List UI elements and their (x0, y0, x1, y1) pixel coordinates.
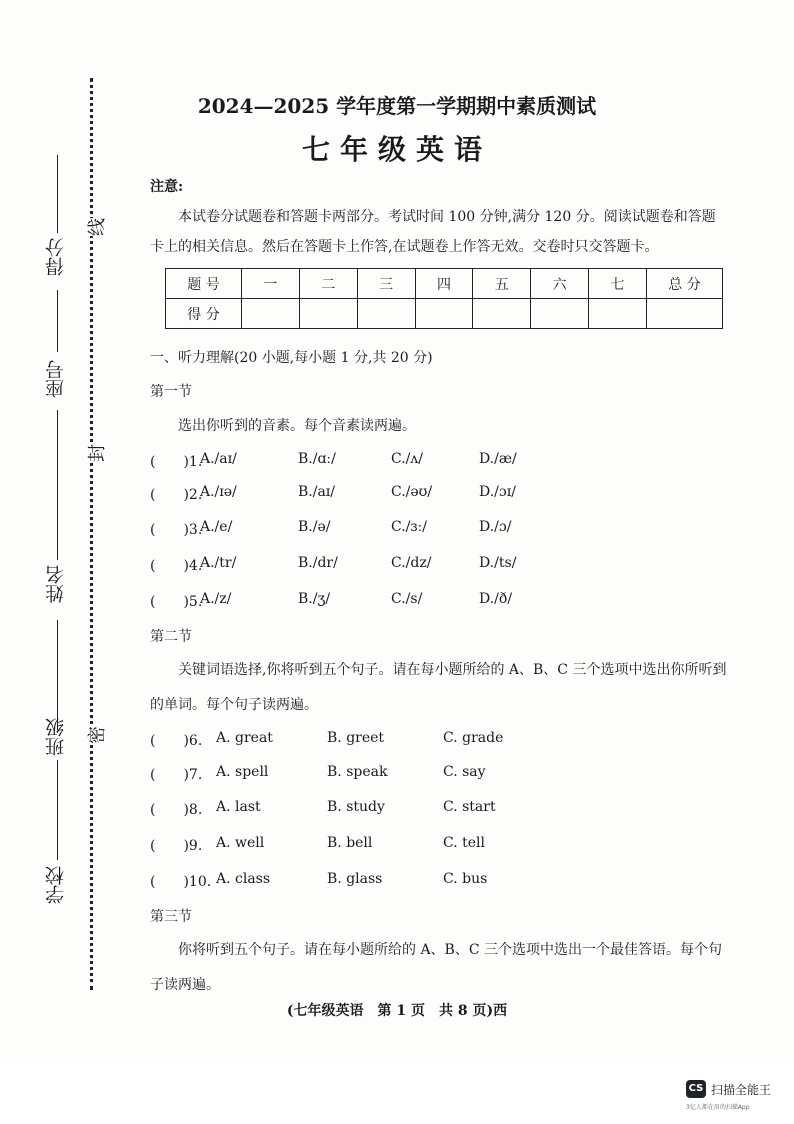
score-table-cell: 五 (473, 269, 531, 299)
option-c: C./s/ (391, 591, 423, 607)
score-entry-cell (299, 299, 357, 329)
option-a: A./aɪ/ (200, 451, 237, 467)
class-field-label: 班级 (45, 718, 67, 756)
score-entry-cell (647, 299, 723, 329)
page-footer: (七年级英语 第 1 页 共 8 页)西 (286, 1003, 508, 1019)
option-c: C./dz/ (391, 555, 432, 571)
question-number: ( )4. (150, 558, 203, 574)
exam-subject: 七年级英语 (301, 133, 492, 166)
part1-heading: 一、听力理解(20 小题,每小题 1 分,共 20 分) (150, 350, 433, 366)
question-number: ( )2. (150, 487, 203, 503)
option-b: B./ɑː/ (298, 451, 336, 467)
question-number: ( )3. (150, 522, 203, 538)
option-a: A./ɪə/ (200, 484, 237, 500)
score-entry-cell (473, 299, 531, 329)
section1-title: 第一节 (150, 384, 192, 400)
question-number: ( )10. (150, 874, 212, 890)
option-c: C./ʌ/ (391, 451, 424, 467)
option-a: A./z/ (200, 591, 232, 607)
binding-dotted-line (90, 78, 93, 990)
option-b: B./dr/ (298, 555, 338, 571)
option-b: B. glass (327, 871, 383, 887)
score-table-cell: 二 (299, 269, 357, 299)
school-field-line (57, 760, 58, 860)
seat-field-line (57, 290, 58, 352)
score-entry-cell (357, 299, 415, 329)
option-c: C./əʊ/ (391, 484, 433, 500)
score-table (165, 268, 723, 329)
score-entry-cell (415, 299, 473, 329)
option-b: B./ʒ/ (298, 591, 331, 607)
score-table-score-row (166, 299, 723, 329)
option-c: C. grade (443, 730, 504, 746)
score-field-label: 得分 (45, 238, 67, 276)
option-a: A. well (216, 835, 265, 851)
option-b: B./aɪ/ (298, 484, 335, 500)
school-field-label: 学校 (45, 866, 67, 904)
question-number: ( )8. (150, 802, 203, 818)
score-entry-cell (589, 299, 647, 329)
question-number: ( )9. (150, 838, 203, 854)
option-a: A./e/ (200, 519, 233, 535)
exam-title: 2024—2025 学年度第一学期期中素质测试 (197, 94, 597, 118)
score-table-cell: 六 (531, 269, 589, 299)
question-number: ( )5. (150, 594, 203, 610)
option-b: B. study (327, 799, 385, 815)
score-table-cell: 总 分 (647, 269, 723, 299)
option-a: A. class (216, 871, 271, 887)
seal-char-xian: 线 (83, 218, 109, 236)
section3-instruction-2: 子读两遍。 (150, 977, 220, 993)
score-table-cell: 四 (415, 269, 473, 299)
seal-char-feng: 封 (83, 444, 109, 462)
option-a: A./tr/ (200, 555, 237, 571)
section2-instruction-1: 关键词语选择,你将听到五个句子。请在每小题所给的 A、B、C 三个选项中选出你所听到 (178, 662, 727, 678)
option-d: D./ð/ (479, 591, 513, 607)
name-field-label: 姓名 (45, 565, 67, 603)
option-d: D./ɔɪ/ (479, 484, 516, 500)
section3-title: 第三节 (150, 909, 192, 925)
score-table-cell: 七 (589, 269, 647, 299)
option-c: C. tell (443, 835, 485, 851)
score-table-cell: 一 (242, 269, 300, 299)
seal-char-mi: 密 (83, 726, 109, 744)
question-number: ( )7. (150, 767, 203, 783)
section3-instruction-1: 你将听到五个句子。请在每小题所给的 A、B、C 三个选项中选出一个最佳答语。每个句 (178, 942, 723, 958)
option-d: D./ts/ (479, 555, 517, 571)
option-c: C. bus (443, 871, 488, 887)
question-number: ( )1. (150, 454, 203, 470)
option-d: D./æ/ (479, 451, 517, 467)
option-c: C./ɜː/ (391, 519, 427, 535)
name-field-line (57, 410, 58, 560)
notice-label: 注意: (150, 179, 184, 195)
section2-instruction-2: 的单词。每个句子读两遍。 (150, 697, 318, 713)
seat-field-label: 座号 (45, 360, 67, 398)
option-c: C. say (443, 764, 486, 780)
option-c: C. start (443, 799, 496, 815)
camscanner-logo-icon: CS (686, 1080, 706, 1098)
option-a: A. spell (216, 764, 269, 780)
notice-line-1: 本试卷分试题卷和答题卡两部分。考试时间 100 分钟,满分 120 分。阅读试题卷和答题 (178, 209, 716, 225)
score-table-header-row (166, 269, 723, 299)
score-table-cell: 题 号 (166, 269, 242, 299)
notice-line-2: 卡上的相关信息。然后在答题卡上作答,在试题卷上作答无效。交卷时只交答题卡。 (150, 239, 659, 255)
option-b: B. greet (327, 730, 385, 746)
option-a: A. great (216, 730, 273, 746)
option-b: B./ə/ (298, 519, 331, 535)
option-b: B. bell (327, 835, 373, 851)
option-b: B. speak (327, 764, 388, 780)
option-a: A. last (216, 799, 261, 815)
score-table-cell: 三 (357, 269, 415, 299)
score-table-cell: 得 分 (166, 299, 242, 329)
question-number: ( )6. (150, 733, 203, 749)
watermark-name: 扫描全能王 (711, 1083, 772, 1097)
watermark-tagline: 3亿人都在用的扫描App (686, 1104, 750, 1111)
score-entry-cell (242, 299, 300, 329)
score-entry-cell (531, 299, 589, 329)
section2-title: 第二节 (150, 629, 192, 645)
class-field-line (57, 620, 58, 730)
section1-instruction: 选出你听到的音素。每个音素读两遍。 (178, 418, 416, 434)
option-d: D./ɔ/ (479, 519, 512, 535)
